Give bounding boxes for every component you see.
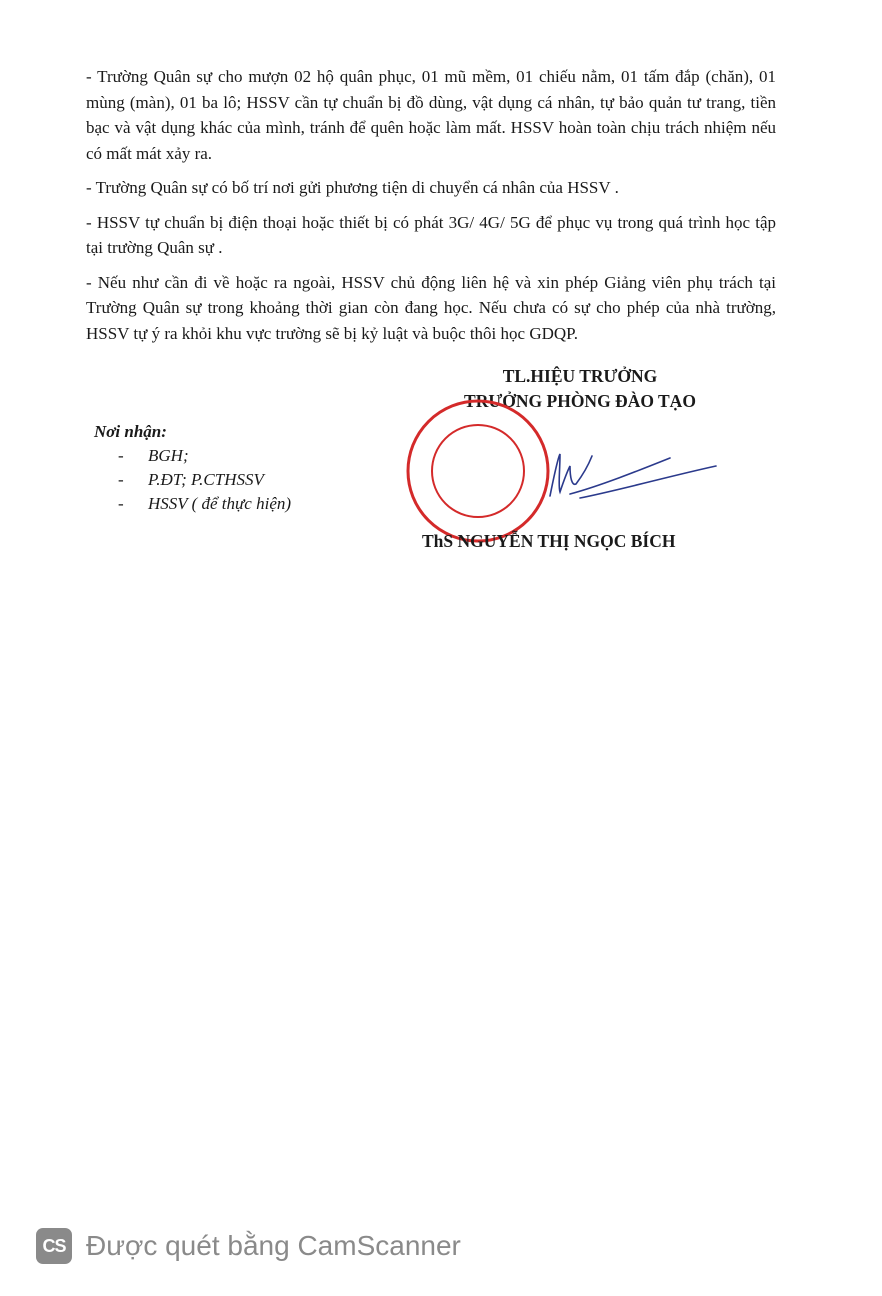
list-dash: - xyxy=(118,470,124,489)
recipient-label: BGH; xyxy=(148,446,189,465)
recipient-item xyxy=(94,468,291,492)
recipients-block xyxy=(94,420,291,516)
recipients-title: Nơi nhận: xyxy=(94,422,167,441)
camscanner-logo-icon: CS xyxy=(36,1228,72,1264)
watermark-text: Được quét bằng CamScanner xyxy=(86,1230,461,1261)
recipient-label: P.ĐT; P.CTHSSV xyxy=(148,470,264,489)
official-seal xyxy=(398,396,568,546)
paragraph-leave-rules: - Nếu như cần đi về hoặc ra ngoài, HSSV chủ động liên hệ và xin phép Giảng viên phụ trách tại Trường Quân sự trong khoảng thời gian còn đang học. Nếu chưa có sự cho phép của nhà trường, HSSV tự ý ra khỏi khu vực trường sẽ bị kỷ luật và buộc thôi học GDQP. xyxy=(86,272,776,343)
signature-title-line: TRƯỞNG PHÒNG ĐÀO TẠO xyxy=(464,391,696,411)
paragraph-equipment: - Trường Quân sự cho mượn 02 hộ quân phục, 01 mũ mềm, 01 chiếu nằm, 01 tấm đắp (chăn), 01 mùng (màn), 01 ba lô; HSSV cần tự chuẩn bị đồ dùng, vật dụng cá nhân, tự bảo quản tư trang, tiền bạc và vật dụng khác của mình, tránh để quên hoặc làm mất. HSSV hoàn toàn chịu trách nhiệm nếu có mất mát xảy ra. xyxy=(86,67,776,163)
recipient-item xyxy=(94,492,291,516)
signature-authority-line: TL.HIỆU TRƯỞNG xyxy=(502,366,658,386)
recipient-label: HSSV ( để thực hiện) xyxy=(148,494,292,513)
camscanner-watermark xyxy=(36,1226,461,1266)
list-dash: - xyxy=(118,494,124,513)
recipient-item xyxy=(94,444,291,468)
document-body xyxy=(86,64,776,355)
signer-name: ThS NGUYỄN THỊ NGỌC BÍCH xyxy=(422,531,676,551)
recipients-list xyxy=(94,444,291,516)
paragraph-parking: - Trường Quân sự có bố trí nơi gửi phương tiện di chuyển cá nhân của HSSV . xyxy=(86,178,619,197)
paragraph-phone: - HSSV tự chuẩn bị điện thoại hoặc thiết bị có phát 3G/ 4G/ 5G để phục vụ trong quá trình học tập tại trường Quân sự . xyxy=(86,212,776,257)
list-dash: - xyxy=(118,446,124,465)
